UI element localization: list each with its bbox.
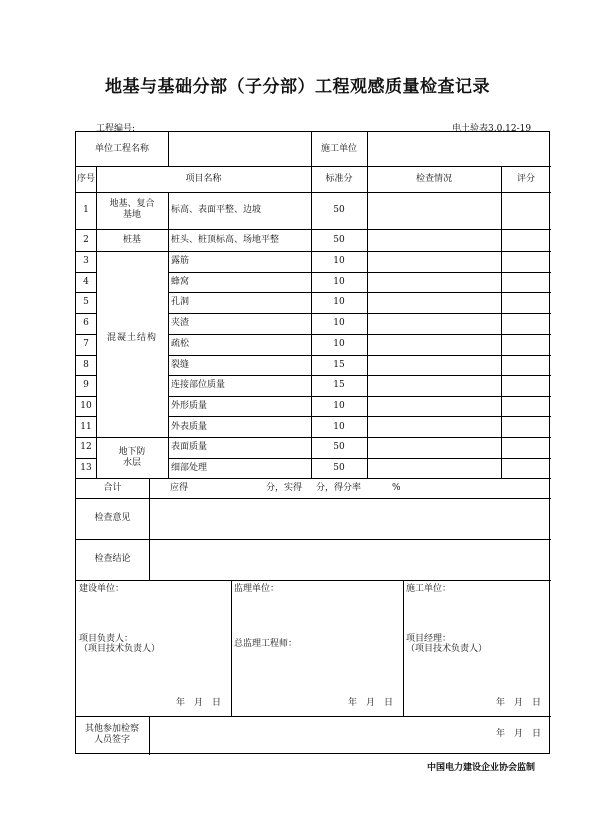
row-no: 11 (80, 422, 92, 432)
row-category: 桩基 (122, 235, 141, 245)
col-item: 项目名称 (185, 174, 222, 184)
row-no: 6 (83, 318, 89, 328)
row-std: 50 (333, 442, 345, 452)
row-no: 13 (80, 463, 92, 473)
row-std: 10 (333, 318, 345, 328)
row-item: 标高、表面平整、边坡 (171, 205, 262, 215)
col-score: 评分 (516, 174, 535, 184)
row-no: 3 (83, 256, 89, 266)
row-no: 12 (80, 442, 92, 452)
total-label: 合计 (103, 483, 122, 493)
row-std: 50 (333, 205, 345, 215)
row-std: 10 (333, 256, 345, 266)
inspection-table (75, 131, 550, 754)
row-item: 裂缝 (171, 360, 190, 370)
row-std: 10 (333, 422, 345, 432)
row-item: 孔洞 (171, 297, 190, 307)
row-std: 15 (333, 360, 345, 370)
row-no: 10 (80, 401, 92, 411)
row-no: 5 (83, 297, 89, 307)
footer-issuer: 中国电力建设企业协会监制 (426, 763, 535, 773)
row-item: 蜂窝 (171, 277, 190, 287)
row-item: 细部处理 (171, 463, 208, 473)
page-title: 地基与基础分部（子分部）工程观感质量检查记录 (105, 77, 490, 97)
row-item: 外形质量 (171, 401, 208, 411)
build-date: 年 月 日 (176, 698, 222, 708)
row-item: 疏松 (171, 339, 190, 349)
row-item: 外表质量 (171, 422, 208, 432)
row-std: 10 (333, 339, 345, 349)
total-actual: 分，实得 (266, 483, 303, 493)
build-person-label: 项目负责人： (79, 634, 134, 644)
row-category: 地基、复合基地 (109, 199, 155, 220)
col-std: 标准分 (325, 174, 353, 184)
construct-person-label: 项目经理： (406, 634, 452, 644)
project-no-label: 工程编号: (96, 124, 136, 134)
row-std: 50 (333, 235, 345, 245)
row-std: 10 (333, 297, 345, 307)
construct-person-note: （项目技术负责人） (406, 644, 488, 654)
row-item: 表面质量 (171, 442, 208, 452)
row-item: 露筋 (171, 256, 190, 266)
col-check: 检查情况 (415, 174, 452, 184)
row-item: 连接部位质量 (171, 380, 226, 390)
row-std: 50 (333, 463, 345, 473)
row-no: 2 (83, 235, 89, 245)
supervise-date: 年 月 日 (348, 698, 394, 708)
concrete-category: 混凝土结构 (106, 333, 157, 343)
others-sign-label: 其他参加检察人员签字 (84, 724, 139, 745)
row-no: 9 (83, 380, 89, 390)
supervise-person-label: 总监理工程师： (234, 639, 298, 649)
row-no: 7 (83, 339, 89, 349)
row-item: 夹渣 (171, 318, 190, 328)
form-code: 电土验表3.0.12-19 (452, 124, 532, 134)
row-std: 10 (333, 277, 345, 287)
construction-unit-label: 施工单位 (320, 144, 357, 154)
construct-unit-label: 施工单位： (406, 584, 452, 594)
opinion-label: 检查意见 (94, 513, 131, 523)
row-item: 桩头、桩顶标高、场地平整 (171, 235, 280, 245)
row-std: 15 (333, 380, 345, 390)
others-date: 年 月 日 (496, 729, 542, 739)
col-seq: 序号 (76, 174, 95, 184)
row-std: 10 (333, 401, 345, 411)
total-rate: 分，得分率 (316, 483, 362, 493)
waterproof-category: 地下防水层 (118, 447, 146, 468)
construct-date: 年 月 日 (496, 698, 542, 708)
total-percent: % (392, 483, 401, 493)
row-no: 1 (83, 205, 89, 215)
supervise-unit-label: 监理单位： (234, 584, 280, 594)
row-no: 4 (83, 277, 89, 287)
conclusion-label: 检查结论 (94, 554, 131, 564)
row-no: 8 (83, 360, 89, 370)
unit-project-label: 单位工程名称 (94, 144, 149, 154)
build-unit-label: 建设单位： (79, 584, 125, 594)
build-person-note: （项目技术负责人） (79, 644, 161, 654)
total-should: 应得 (170, 483, 189, 493)
